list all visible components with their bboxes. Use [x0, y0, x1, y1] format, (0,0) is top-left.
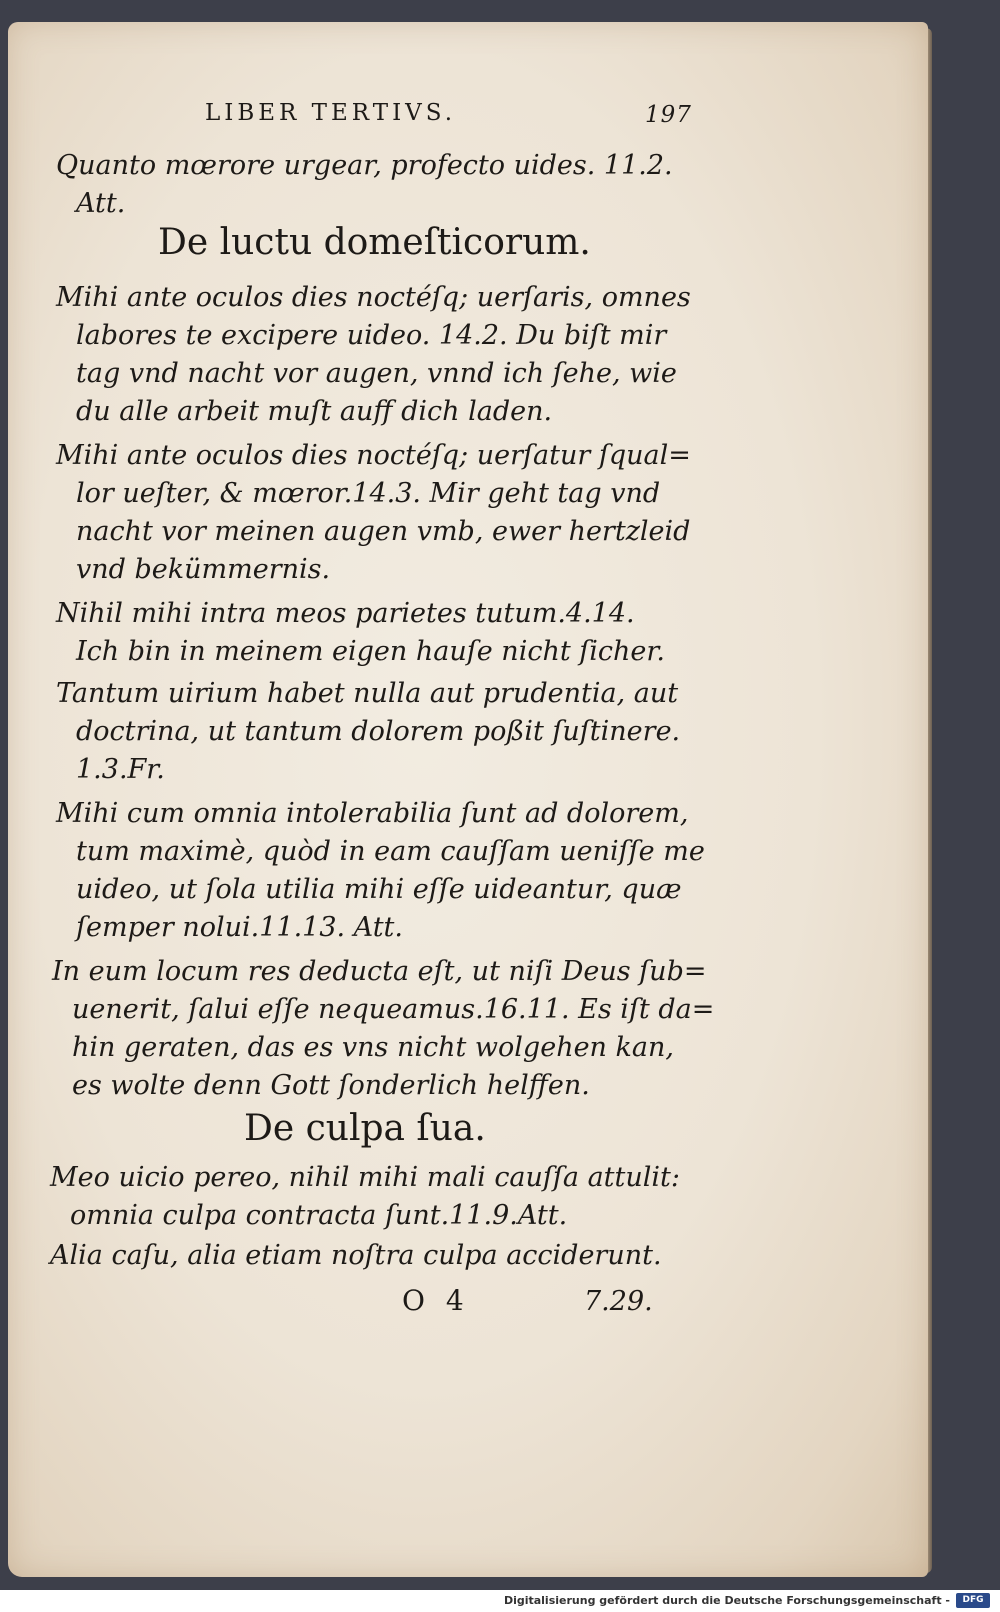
section-heading-culpa: De culpa ſua.	[244, 1108, 486, 1149]
text-line: 1.3.Fr.	[76, 754, 165, 785]
text-line: omnia culpa contracta ſunt.11.9.Att.	[70, 1200, 568, 1231]
text-line: Mihi cum omnia intolerabilia ſunt ad dolorem,	[56, 798, 689, 829]
text-line: Mihi ante oculos dies noctéſq; uerſaris, omnes	[56, 282, 691, 313]
text-line: ſemper nolui.11.13. Att.	[76, 912, 403, 943]
section-heading-luctu: De luctu domeſticorum.	[158, 222, 591, 263]
text-line: Alia caſu, alia etiam noſtra culpa acciderunt.	[50, 1240, 662, 1271]
text-line: Quanto mœrore urgear, profecto uides. 11.2.	[56, 150, 673, 181]
text-line: Mihi ante oculos dies noctéſq; uerſatur ſqual=	[56, 440, 691, 471]
catchword: 7.29.	[584, 1286, 653, 1317]
page-number: 197	[645, 102, 692, 128]
text-line: vnd bekümmernis.	[76, 554, 331, 585]
text-line: hin geraten, das es vns nicht wolgehen kan,	[72, 1032, 674, 1063]
footer-credit: Digitalisierung gefördert durch die Deutsche Forschungsgemeinschaft -	[503, 1594, 950, 1607]
text-line: Att.	[76, 188, 126, 219]
text-line: tag vnd nacht vor augen, vnnd ich ſehe, wie	[76, 358, 677, 389]
text-line: lor ueſter, & mœror.14.3. Mir geht tag vnd	[76, 478, 661, 509]
text-line: In eum locum res deducta eſt, ut niſi Deus ſub=	[52, 956, 707, 987]
text-line: uenerit, ſalui eſſe nequeamus.16.11. Es iſt da=	[72, 994, 715, 1025]
text-line: Ich bin in meinem eigen hauſe nicht ſicher.	[76, 636, 665, 667]
text-line: uideo, ut ſola utilia mihi eſſe uideantur, quæ	[76, 874, 682, 905]
text-line: es wolte denn Gott ſonderlich helffen.	[72, 1070, 590, 1101]
text-line: Nihil mihi intra meos parietes tutum.4.14.	[56, 598, 635, 629]
text-line: doctrina, ut tantum dolorem poßit ſuſtinere.	[76, 716, 681, 747]
text-line: tum maximè, quòd in eam cauſſam ueniſſe me	[76, 836, 705, 867]
text-line: Meo uicio pereo, nihil mihi mali cauſſa attulit:	[50, 1162, 680, 1193]
dfg-logo: DFG	[956, 1593, 990, 1608]
text-line: nacht vor meinen augen vmb, ewer hertzleid	[76, 516, 691, 547]
text-line: du alle arbeit muſt auff dich laden.	[76, 396, 553, 427]
text-line: labores te excipere uideo. 14.2. Du biſt mir	[76, 320, 667, 351]
signature-mark: O 4	[402, 1284, 470, 1317]
text-line: Tantum uirium habet nulla aut prudentia, aut	[56, 678, 679, 709]
digitization-footer	[0, 1590, 1000, 1612]
running-head-title: LIBER TERTIVS.	[205, 100, 457, 126]
